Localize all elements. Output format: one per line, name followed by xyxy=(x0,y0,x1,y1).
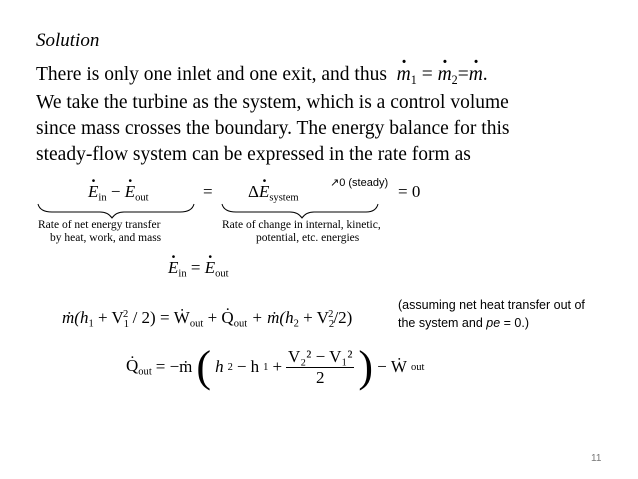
solution-heading: Solution xyxy=(36,30,100,51)
paragraph-line-3: steady-flow system can be expressed in the rate form as xyxy=(36,144,471,165)
heat-out-equation: $Q̇_{out}$ = −ṁ ( h 2 − h 1 + $\frac{\text{V₂² − V₁²}}{2}$ ) − Ẇ out xyxy=(126,342,425,391)
assumption-note: (assuming net heat transfer out of the system and pe = 0.) xyxy=(398,298,585,330)
energy-balance-zero: = 0 xyxy=(398,182,421,201)
steady-annotation: ↗0 (steady) xyxy=(330,177,389,189)
paragraph-line-1: We take the turbine as the system, which is a control volume xyxy=(36,92,509,113)
ein-equals-eout: · $E_{in}$ = · $E_{out}$ xyxy=(168,258,229,280)
paragraph-line-2: since mass crosses the boundary. The energy balance for this xyxy=(36,118,510,139)
energy-balance-lhs: · $E_{in}$ − · $E_{out}$ xyxy=(88,182,149,204)
energy-balance-rhs: $\Delta\cdot E_{system}$ xyxy=(248,182,299,204)
energy-equation-expanded: $ṁ(h_1 + V_1^2 / 2)$ = Ẇ$_{out}$ + $Q̇_{out}$ + $ṁ(h_2 + V_2^2/2)$ xyxy=(62,308,353,330)
rate-change-label: Rate of change in internal, kinetic, potential, etc. energies xyxy=(222,219,381,244)
velocity-fraction: $\frac{\text{V₂² − V₁²}}{2}$ xyxy=(288,346,353,387)
page-number: 11 xyxy=(591,453,602,464)
inlet-exit-text: There is only one inlet and one exit, and thus xyxy=(36,64,387,85)
net-transfer-label: Rate of net energy transfer by heat, work, and mass xyxy=(38,219,162,244)
energy-balance-equals: = xyxy=(203,182,213,201)
mass-flow-equality: · $m_1$ = · $m_2=\cdot m$. xyxy=(392,64,488,85)
